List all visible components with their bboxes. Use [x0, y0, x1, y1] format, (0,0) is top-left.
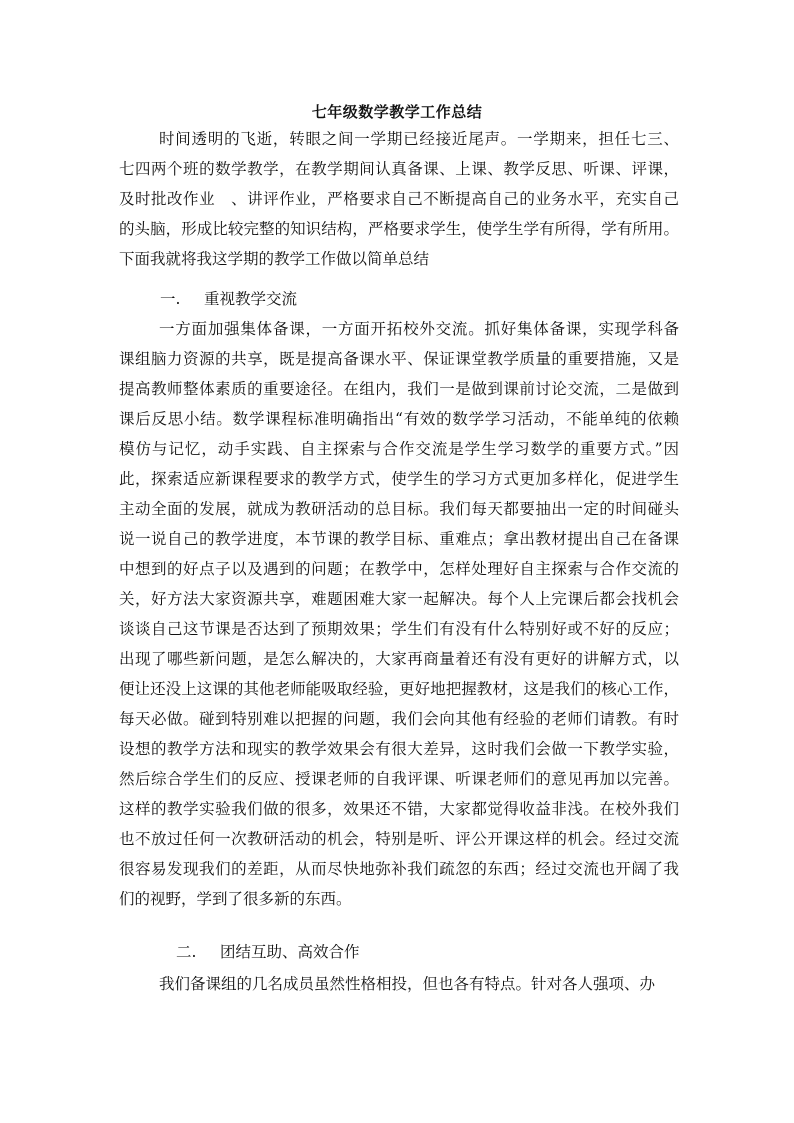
- text-line: 的头脑，形成比较完整的知识结构，严格要求学生，使学生学有所得，学有所用。: [119, 220, 679, 238]
- text-line: 课组脑力资源的共享，既是提高备课水平、保证课堂教学质量的重要措施，又是: [119, 350, 679, 368]
- section-2-number: 二.: [176, 943, 197, 961]
- text-line: 模仿与记忆，动手实践、自主探索与合作交流是学生学习数学的重要方式。”因: [119, 440, 679, 458]
- text-line: 谈谈自己这节课是否达到了预期效果；学生们有没有什么特别好或不好的反应；: [119, 620, 679, 638]
- text-line: 关，好方法大家资源共享，难题困难大家一起解决。每个人上完课后都会找机会: [119, 590, 679, 608]
- text-line: 便让还没上这课的其他老师能吸取经验，更好地把握教材，这是我们的核心工作，: [119, 680, 679, 698]
- text-line: 七四两个班的数学教学，在教学期间认真备课、上课、教学反思、听课、评课，: [119, 160, 679, 178]
- text-line: 课后反思小结。数学课程标准明确指出“有效的数学学习活动，不能单纯的依赖: [119, 410, 679, 428]
- text-line: 及时批改作业 、讲评作业，严格要求自己不断提高自己的业务水平，充实自己: [119, 190, 679, 208]
- section-2-paragraph: [119, 969, 679, 999]
- text-line: 此，探索适应新课程要求的教学方式，使学生的学习方式更加多样化，促进学生: [119, 470, 679, 488]
- text-line: 时间透明的飞逝，转眼之间一学期已经接近尾声。一学期来，担任七三、: [159, 130, 679, 148]
- text-line: 出现了哪些新问题，是怎么解决的，大家再商量着还有没有更好的讲解方式，以: [119, 650, 679, 668]
- text-line: 一方面加强集体备课，一方面开拓校外交流。抓好集体备课，实现学科备: [159, 320, 679, 338]
- text-line: 然后综合学生们的反应、授课老师的自我评课、听课老师们的意见再加以完善。: [119, 770, 679, 788]
- section-2-heading: [176, 937, 360, 967]
- section-1-number: 一.: [160, 290, 181, 308]
- text-line: 说一说自己的教学进度，本节课的教学目标、重难点；拿出教材提出自己在备课: [119, 530, 679, 548]
- section-1-paragraph: [119, 314, 679, 914]
- intro-paragraph: [119, 124, 679, 274]
- text-line: 这样的教学实验我们做的很多，效果还不错，大家都觉得收益非浅。在校外我们: [119, 800, 679, 818]
- text-line: 主动全面的发展，就成为教研活动的总目标。我们每天都要抽出一定的时间碰头: [119, 500, 679, 518]
- section-2-title: 团结互助、高效合作: [220, 943, 360, 961]
- text-line: 也不放过任何一次教研活动的机会，特别是听、评公开课这样的机会。经过交流: [119, 830, 679, 848]
- text-line: 们的视野，学到了很多新的东西。: [119, 890, 352, 908]
- section-1-title: 重视教学交流: [204, 290, 298, 308]
- text-line: 很容易发现我们的差距，从而尽快地弥补我们疏忽的东西；经过交流也开阔了我: [119, 860, 679, 878]
- section-1-heading: [160, 284, 297, 314]
- text-line: 下面我就将我这学期的教学工作做以简单总结: [119, 250, 430, 268]
- text-line: 我们备课组的几名成员虽然性格相投，但也各有特点。针对各人强项、办: [159, 975, 656, 993]
- text-line: 设想的教学方法和现实的教学效果会有很大差异，这时我们会做一下教学实验，: [119, 740, 679, 758]
- document-title: 七年级数学教学工作总结: [311, 103, 483, 121]
- text-line: 中想到的好点子以及遇到的问题；在教学中，怎样处理好自主探索与合作交流的: [119, 560, 679, 578]
- text-line: 提高教师整体素质的重要途径。在组内，我们一是做到课前讨论交流，二是做到: [119, 380, 679, 398]
- text-line: 每天必做。碰到特别难以把握的问题，我们会向其他有经验的老师们请教。有时: [119, 710, 679, 728]
